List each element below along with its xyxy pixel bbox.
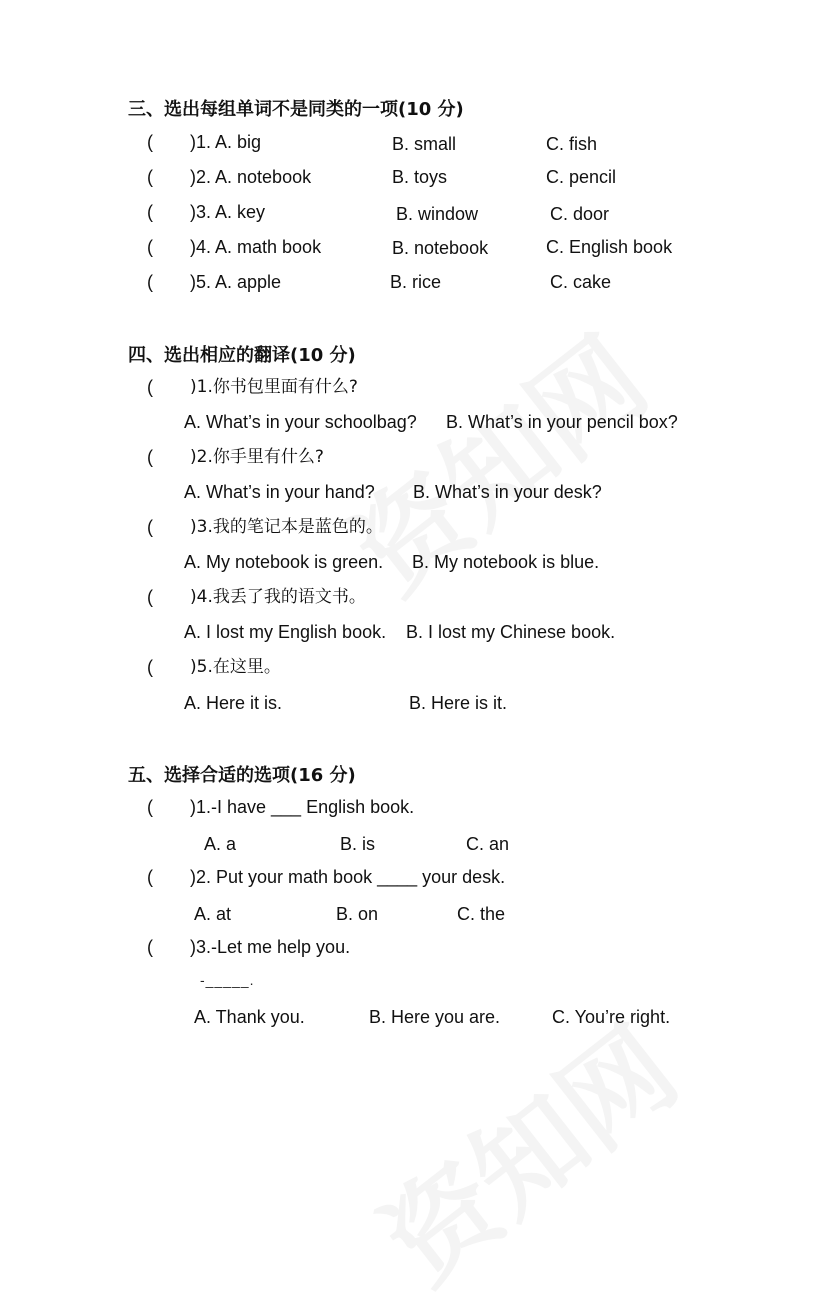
- paren-open: (: [147, 167, 153, 187]
- s5-q1-c: C. an: [466, 834, 510, 854]
- s3-q3-c: C. door: [550, 204, 610, 224]
- paren-open: (: [147, 447, 153, 467]
- s4-q5-a: A. Here it is.: [184, 693, 283, 713]
- paren-open: (: [147, 797, 153, 817]
- s4-q1-b: B. What’s in your pencil box?: [446, 412, 678, 432]
- s5-q3-blank: -_____.: [200, 972, 255, 988]
- s5-q3-a: A. Thank you.: [194, 1007, 305, 1027]
- s4-q4-a: A. I lost my English book.: [184, 622, 387, 642]
- s5-q1-a: A. a: [204, 834, 237, 854]
- section4-heading: 四、选出相应的翻译(10 分): [128, 345, 356, 366]
- s4-q5: )5.在这里。: [190, 657, 281, 677]
- s3-q2-a: )2. A. notebook: [190, 167, 312, 187]
- s3-q5-b: B. rice: [390, 272, 442, 292]
- s5-q3: )3.-Let me help you.: [190, 937, 351, 957]
- paren-open: (: [147, 377, 153, 397]
- s4-q1: )1.你书包里面有什么?: [190, 377, 358, 397]
- paren-open: (: [147, 587, 153, 607]
- s3-q4-b: B. notebook: [392, 238, 489, 258]
- s5-q3-b: B. Here you are.: [369, 1007, 501, 1027]
- paren-open: (: [147, 517, 153, 537]
- s4-q1-a: A. What’s in your schoolbag?: [184, 412, 417, 432]
- s4-q3-a: A. My notebook is green.: [184, 552, 384, 572]
- s3-q1-a: )1. A. big: [190, 132, 262, 152]
- s4-q4: )4.我丢了我的语文书。: [190, 587, 366, 607]
- s3-q2-b: B. toys: [392, 167, 448, 187]
- s5-q2-a: A. at: [194, 904, 232, 924]
- watermark-bottom: [346, 985, 703, 1313]
- paren-open: (: [147, 937, 153, 957]
- paren-open: (: [147, 657, 153, 677]
- s3-q3-a: )3. A. key: [190, 202, 266, 222]
- s3-q4-a: )4. A. math book: [190, 237, 322, 257]
- paren-open: (: [147, 237, 153, 257]
- s5-q2-c: C. the: [457, 904, 506, 924]
- paren-open: (: [147, 202, 153, 222]
- s3-q1-c: C. fish: [546, 134, 598, 154]
- paren-open: (: [147, 272, 153, 292]
- section5-heading: 五、选择合适的选项(16 分): [128, 765, 356, 786]
- s4-q5-b: B. Here is it.: [409, 693, 508, 713]
- s3-q2-c: C. pencil: [546, 167, 617, 187]
- section3-heading: 三、选出每组单词不是同类的一项(10 分): [128, 99, 464, 120]
- s4-q2-a: A. What’s in your hand?: [184, 482, 375, 502]
- s3-q5-c: C. cake: [550, 272, 612, 292]
- paren-open: (: [147, 867, 153, 887]
- watermark: [316, 295, 673, 623]
- s5-q2: )2. Put your math book ____ your desk.: [190, 867, 506, 887]
- s4-q4-b: B. I lost my Chinese book.: [406, 622, 616, 642]
- paren-open: (: [147, 132, 153, 152]
- s4-q3: )3.我的笔记本是蓝色的。: [190, 517, 383, 537]
- s4-q2-b: B. What’s in your desk?: [413, 482, 602, 502]
- s3-q4-c: C. English book: [546, 237, 673, 257]
- s4-q2: )2.你手里有什么?: [190, 447, 324, 467]
- s5-q3-c: C. You’re right.: [552, 1007, 671, 1027]
- s5-q1-b: B. is: [340, 834, 376, 854]
- s3-q5-a: )5. A. apple: [190, 272, 282, 292]
- s3-q1-b: B. small: [392, 134, 457, 154]
- s4-q3-b: B. My notebook is blue.: [412, 552, 600, 572]
- s5-q1: )1.-I have ___ English book.: [190, 797, 415, 817]
- s3-q3-b: B. window: [396, 204, 479, 224]
- s5-q2-b: B. on: [336, 904, 379, 924]
